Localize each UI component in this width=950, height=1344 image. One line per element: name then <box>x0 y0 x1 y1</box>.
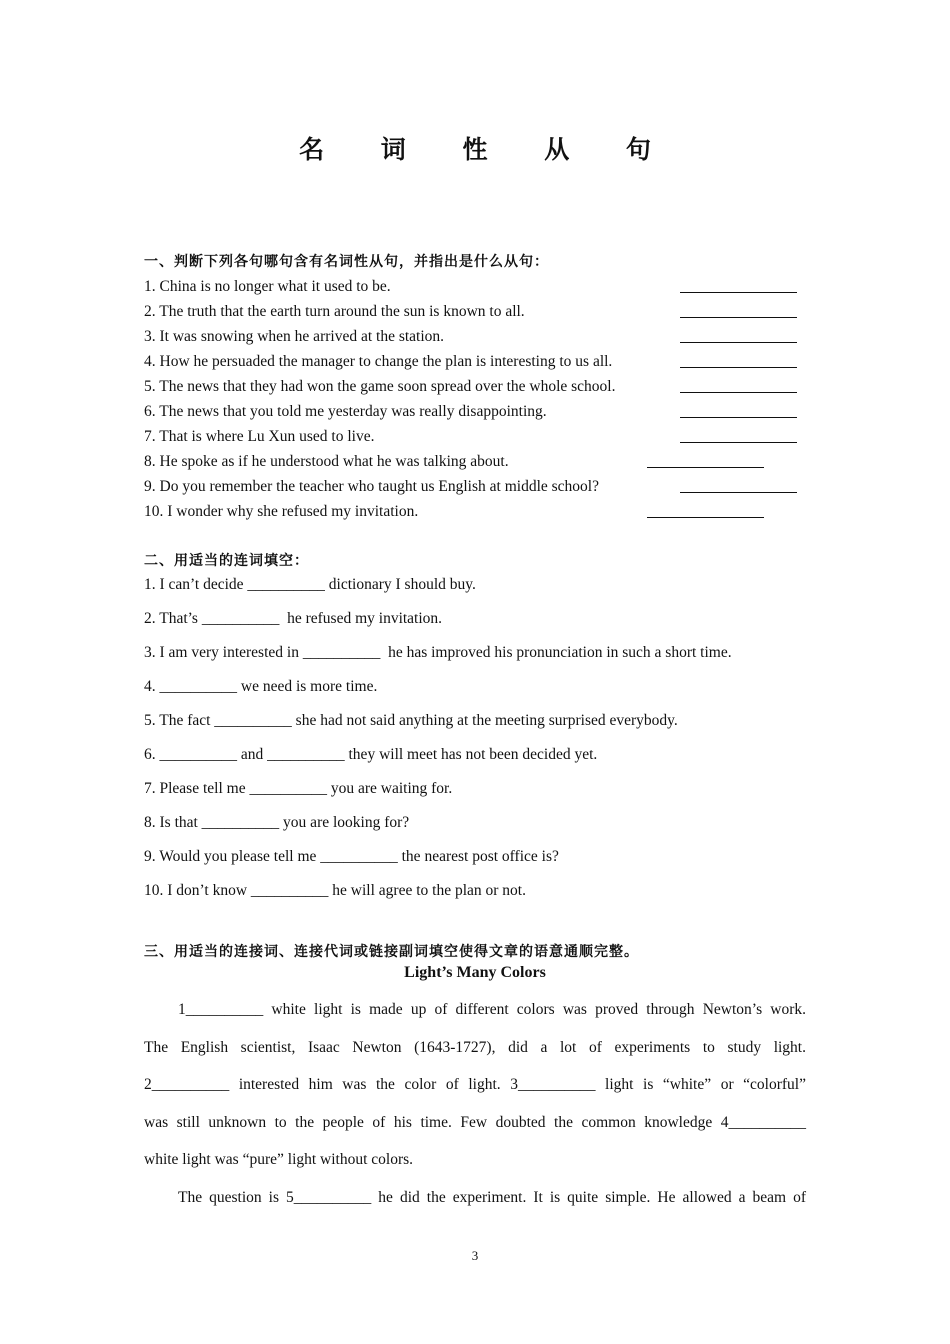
question-text: 7. That is where Lu Xun used to live. <box>144 428 375 445</box>
question-text: 10. I wonder why she refused my invitation. <box>144 503 419 520</box>
question-text: 6. The news that you told me yesterday was really disappointing. <box>144 403 547 420</box>
answer-blank <box>680 417 797 418</box>
question-item <box>144 399 824 424</box>
question-text: 9. Do you remember the teacher who taught us English at middle school? <box>144 478 599 495</box>
passage-title: Light’s Many Colors <box>404 964 546 981</box>
question-item: 3. I am very interested in __________ he has improved his pronunciation in such a short time. <box>144 644 732 661</box>
question-item: 4. __________ we need is more time. <box>144 678 378 695</box>
answer-blank <box>647 517 764 518</box>
question-text: 8. He spoke as if he understood what he was talking about. <box>144 453 509 470</box>
question-item <box>144 474 824 499</box>
question-item <box>144 349 824 374</box>
passage-line: The English scientist, Isaac Newton (1643-1727), did a lot of experiments to study light. <box>144 1038 806 1056</box>
question-text: 3. It was snowing when he arrived at the station. <box>144 328 445 345</box>
question-item: 5. The fact __________ she had not said anything at the meeting surprised everybody. <box>144 712 678 729</box>
question-item <box>144 299 824 324</box>
answer-blank <box>647 467 764 468</box>
passage-body <box>144 992 806 1217</box>
question-item <box>144 274 824 299</box>
question-text: 2. The truth that the earth turn around the sun is known to all. <box>144 303 525 320</box>
question-item: 10. I don’t know __________ he will agree to the plan or not. <box>144 882 526 899</box>
question-item: 1. I can’t decide __________ dictionary I should buy. <box>144 576 476 593</box>
passage-line: was still unknown to the people of his time. Few doubted the common knowledge 4__________ <box>144 1113 806 1131</box>
answer-blank <box>680 292 797 293</box>
passage-line: The question is 5__________ he did the experiment. It is quite simple. He allowed a beam of <box>178 1188 806 1206</box>
answer-blank <box>680 342 797 343</box>
passage-line: 1__________ white light is made up of different colors was proved through Newton’s work. <box>178 1001 806 1018</box>
question-text: 4. How he persuaded the manager to change the plan is interesting to us all. <box>144 353 613 370</box>
answer-blank <box>680 442 797 443</box>
question-text: 1. China is no longer what it used to be. <box>144 278 391 295</box>
passage-line: 2__________ interested him was the color of light. 3__________ light is “white” or “colorful” <box>144 1076 806 1093</box>
page-number: 3 <box>471 1248 479 1263</box>
answer-blank <box>680 317 797 318</box>
question-item: 8. Is that __________ you are looking for? <box>144 814 410 831</box>
question-item <box>144 499 824 524</box>
answer-blank <box>680 367 797 368</box>
section-2-question-list <box>144 571 824 911</box>
question-item <box>144 374 824 399</box>
section-3-heading: 三、用适当的连接词、连接代词或链接副词填空使得文章的语意通顺完整。 <box>144 944 639 960</box>
question-item <box>144 449 824 474</box>
question-item <box>144 324 824 349</box>
page-title: 名 词 性 从 句 <box>299 135 675 164</box>
section-1-question-list <box>144 274 824 524</box>
section-2-heading: 二、用适当的连词填空： <box>144 553 309 569</box>
question-item <box>144 424 824 449</box>
passage-line: white light was “pure” light without colors. <box>144 1151 414 1168</box>
answer-blank <box>680 392 797 393</box>
question-text: 5. The news that they had won the game soon spread over the whole school. <box>144 378 616 395</box>
question-item: 9. Would you please tell me __________ the nearest post office is? <box>144 848 559 865</box>
question-item: 6. __________ and __________ they will meet has not been decided yet. <box>144 746 598 763</box>
question-item: 2. That’s __________ he refused my invitation. <box>144 610 443 627</box>
answer-blank <box>680 492 797 493</box>
question-item: 7. Please tell me __________ you are waiting for. <box>144 780 453 797</box>
section-1-heading: 一、判断下列各句哪句含有名词性从句，并指出是什么从句： <box>144 254 549 270</box>
